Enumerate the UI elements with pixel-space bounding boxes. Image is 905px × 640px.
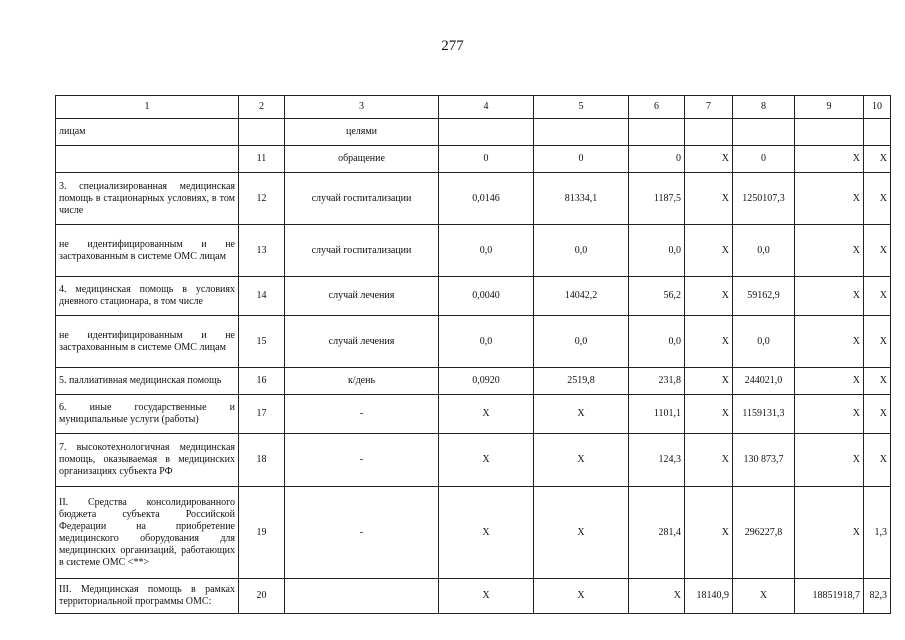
table-cell: [733, 119, 795, 146]
table-cell: Х: [685, 225, 733, 277]
table-cell: Х: [534, 487, 629, 579]
row-name-cell: II. Средства консолидированного бюджета субъекта Российской Федерации на приобретение медицинского оборудования для медицинских организаций, работающих в системе ОМС <**>: [56, 487, 239, 579]
table-cell: Х: [795, 173, 864, 225]
table-cell: 14042,2: [534, 277, 629, 316]
header-cell: 10: [864, 96, 891, 119]
table-cell: 17: [239, 395, 285, 434]
table-row: [56, 277, 891, 316]
row-name-cell: 6. иные государственные и муниципальные услуги (работы): [56, 395, 239, 434]
table-cell: 0: [534, 146, 629, 173]
table-cell: 1159131,3: [733, 395, 795, 434]
header-cell: 6: [629, 96, 685, 119]
table-cell: 81334,1: [534, 173, 629, 225]
table-cell: Х: [534, 434, 629, 487]
table-cell: Х: [864, 173, 891, 225]
table-cell: [239, 119, 285, 146]
table-cell: Х: [864, 395, 891, 434]
table-cell: 18851918,7: [795, 579, 864, 614]
table-cell: 15: [239, 316, 285, 368]
table-cell: [439, 119, 534, 146]
table-cell: 1101,1: [629, 395, 685, 434]
table-cell: Х: [534, 395, 629, 434]
table-cell: [685, 119, 733, 146]
table-cell: 16: [239, 368, 285, 395]
table-cell: Х: [864, 225, 891, 277]
table-cell: 18140,9: [685, 579, 733, 614]
table-row: [56, 434, 891, 487]
table-cell: 1,3: [864, 487, 891, 579]
table-cell: 1250107,3: [733, 173, 795, 225]
table-cell: [795, 119, 864, 146]
table-cell: 0,0: [534, 225, 629, 277]
header-cell: 1: [56, 96, 239, 119]
table-cell: Х: [439, 487, 534, 579]
table-cell: 13: [239, 225, 285, 277]
table-cell: 59162,9: [733, 277, 795, 316]
table-header-row: [56, 96, 891, 119]
table-cell: Х: [864, 368, 891, 395]
row-name-cell: [56, 146, 239, 173]
table-cell: Х: [795, 487, 864, 579]
header-cell: 3: [285, 96, 439, 119]
table-row: [56, 316, 891, 368]
table-cell: Х: [685, 368, 733, 395]
table-cell: случай госпитализации: [285, 173, 439, 225]
table-cell: обращение: [285, 146, 439, 173]
table-cell: Х: [795, 395, 864, 434]
table-row: [56, 225, 891, 277]
table-cell: Х: [795, 146, 864, 173]
table-cell: 1187,5: [629, 173, 685, 225]
table-cell: Х: [534, 579, 629, 614]
row-name-cell: 7. высокотехнологичная медицинская помощь, оказываемая в медицинских организациях субъекта РФ: [56, 434, 239, 487]
table-cell: 0,0146: [439, 173, 534, 225]
table-cell: 0,0: [629, 225, 685, 277]
row-name-cell: 4. медицинская помощь в условиях дневного стационара, в том числе: [56, 277, 239, 316]
table-cell: 0,0: [439, 316, 534, 368]
table-row: [56, 579, 891, 614]
table-cell: 231,8: [629, 368, 685, 395]
table-cell: целями: [285, 119, 439, 146]
table-cell: 2519,8: [534, 368, 629, 395]
table-cell: [534, 119, 629, 146]
table-cell: Х: [685, 487, 733, 579]
table-cell: Х: [795, 225, 864, 277]
table-cell: 14: [239, 277, 285, 316]
table-cell: 0,0: [733, 316, 795, 368]
table-row: [56, 487, 891, 579]
table-cell: Х: [685, 395, 733, 434]
row-name-cell: III. Медицинская помощь в рамках территориальной программы ОМС:: [56, 579, 239, 614]
table-cell: 0: [733, 146, 795, 173]
table-cell: 0,0920: [439, 368, 534, 395]
table-row: [56, 368, 891, 395]
data-table: [55, 95, 891, 614]
table-cell: Х: [795, 277, 864, 316]
table-cell: 0: [629, 146, 685, 173]
table-cell: 0,0: [629, 316, 685, 368]
row-name-cell: 3. специализированная медицинская помощь в стационарных условиях, в том числе: [56, 173, 239, 225]
header-cell: 7: [685, 96, 733, 119]
table-cell: 82,3: [864, 579, 891, 614]
row-name-cell: 5. паллиативная медицинская помощь: [56, 368, 239, 395]
header-cell: 5: [534, 96, 629, 119]
table-cell: Х: [629, 579, 685, 614]
table-cell: 0: [439, 146, 534, 173]
header-cell: 9: [795, 96, 864, 119]
row-name-cell: не идентифицированным и не застрахованным в системе ОМС лицам: [56, 225, 239, 277]
table-cell: Х: [439, 395, 534, 434]
table-cell: случай лечения: [285, 316, 439, 368]
table-cell: 244021,0: [733, 368, 795, 395]
table-cell: [629, 119, 685, 146]
table-cell: Х: [864, 316, 891, 368]
page-number: 277: [441, 38, 464, 54]
row-name-cell: не идентифицированным и не застрахованным в системе ОМС лицам: [56, 316, 239, 368]
table-cell: Х: [864, 434, 891, 487]
table-cell: Х: [439, 579, 534, 614]
table-cell: Х: [685, 316, 733, 368]
table-cell: 0,0: [534, 316, 629, 368]
table-cell: Х: [864, 277, 891, 316]
table-cell: Х: [795, 316, 864, 368]
row-name-cell: лицам: [56, 119, 239, 146]
header-cell: 4: [439, 96, 534, 119]
table-cell: Х: [685, 434, 733, 487]
table-row: [56, 146, 891, 173]
table-cell: 281,4: [629, 487, 685, 579]
table-cell: 296227,8: [733, 487, 795, 579]
table-cell: 11: [239, 146, 285, 173]
table-cell: Х: [685, 277, 733, 316]
table-cell: 0,0040: [439, 277, 534, 316]
table-cell: случай госпитализации: [285, 225, 439, 277]
table-cell: Х: [685, 146, 733, 173]
table-cell: 130 873,7: [733, 434, 795, 487]
table-cell: Х: [795, 368, 864, 395]
table-cell: [864, 119, 891, 146]
table-cell: -: [285, 487, 439, 579]
table-cell: 124,3: [629, 434, 685, 487]
table-cell: Х: [795, 434, 864, 487]
table-cell: Х: [733, 579, 795, 614]
table-cell: 0,0: [733, 225, 795, 277]
table-cell: 56,2: [629, 277, 685, 316]
table-cell: 12: [239, 173, 285, 225]
header-cell: 8: [733, 96, 795, 119]
table-cell: -: [285, 395, 439, 434]
table-cell: 19: [239, 487, 285, 579]
table-row: [56, 119, 891, 146]
table-cell: к/день: [285, 368, 439, 395]
table-row: [56, 395, 891, 434]
table-cell: Х: [864, 146, 891, 173]
table-cell: Х: [685, 173, 733, 225]
table-cell: [285, 579, 439, 614]
table-row: [56, 173, 891, 225]
table-cell: Х: [439, 434, 534, 487]
header-cell: 2: [239, 96, 285, 119]
table-cell: 0,0: [439, 225, 534, 277]
table-cell: 18: [239, 434, 285, 487]
table-cell: -: [285, 434, 439, 487]
table-cell: случай лечения: [285, 277, 439, 316]
table-cell: 20: [239, 579, 285, 614]
